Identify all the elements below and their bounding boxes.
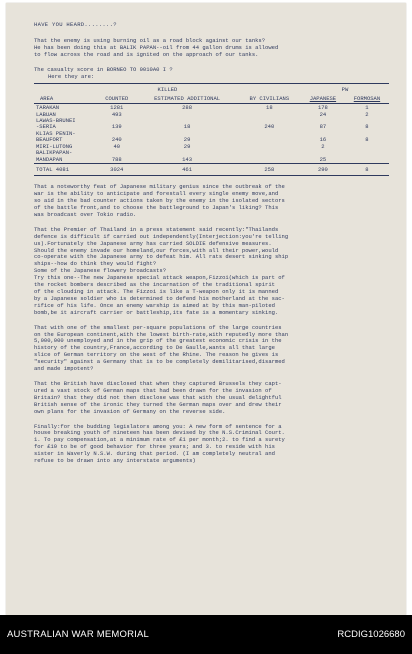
total-civilians: 258 bbox=[264, 165, 275, 173]
paragraph-legislators: Finally:for the budding legislators among you: A new form of sentence for a house breaking youth of nineteen has been devised by the N.S.Criminal Court. 1. To pay compensation,at a minimum rate of £1 per month;2. to find a surety for £10 to be of good behavior for three years; and 3. to reside with his sister in Waverly N.S.W. during that period. (I am completely neutral and refuse to be drawn into any interstate arguments) bbox=[34, 422, 285, 465]
cell-area: BEAUFORT bbox=[36, 136, 63, 144]
cell-counted: 1281 bbox=[110, 104, 124, 112]
cell-area: MANDAPAN bbox=[36, 155, 63, 163]
cell-japanese: 2 bbox=[321, 142, 325, 150]
cell-counted: 139 bbox=[111, 123, 122, 131]
here-line: Here they are: bbox=[48, 72, 95, 80]
paragraph-military-genius: That a noteworthy feat of Japanese military genius since the outbreak of the war is the ability to anticipate and forestall every single enemy move,and so aid in the bad counter actions taken by the enemy in the isolated sectors of the battle front,and to choose the battleground to Japan's liking? This was broadcast over Tokio radio. bbox=[34, 183, 285, 218]
cell-estimated: 18 bbox=[183, 123, 191, 131]
cell-counted: 493 bbox=[111, 110, 122, 118]
cell-area: KLIAS PENIN- bbox=[36, 129, 76, 137]
cell-area: BALIKPAPAN- bbox=[36, 149, 73, 157]
cell-formosan: 1 bbox=[365, 104, 369, 112]
total-formosan: 8 bbox=[365, 165, 369, 173]
cell-area: TARAKAN bbox=[36, 104, 60, 112]
total-estimated: 461 bbox=[182, 165, 193, 173]
col-japanese: JAPANESE bbox=[309, 94, 337, 102]
page-heading: HAVE YOU HEARD........? bbox=[34, 21, 117, 28]
cell-estimated: 143 bbox=[182, 155, 193, 163]
col-killed: KILLED bbox=[157, 86, 178, 94]
cell-counted: 240 bbox=[111, 136, 122, 144]
total-row bbox=[34, 165, 389, 176]
col-pw: PW bbox=[341, 86, 349, 94]
cell-japanese: 24 bbox=[319, 110, 327, 118]
col-estimated: ESTIMATED ADDITIONAL bbox=[154, 94, 221, 102]
cell-area: MIRI-LUTONG bbox=[36, 142, 73, 150]
cell-formosan: 2 bbox=[365, 110, 369, 118]
score-line: The casualty score in BORNEO TO 0010A0 I ? bbox=[34, 65, 173, 73]
cell-japanese: 25 bbox=[319, 155, 327, 163]
archive-id: RCDIG1026680 bbox=[337, 629, 405, 640]
cell-japanese: 16 bbox=[319, 136, 327, 144]
archive-footer bbox=[0, 615, 412, 654]
total-label: TOTAL 4081 bbox=[36, 165, 70, 173]
document-body bbox=[34, 22, 389, 473]
cell-area: -SERIA bbox=[36, 123, 56, 131]
cell-civilians: 240 bbox=[264, 123, 275, 131]
total-counted: 3024 bbox=[110, 165, 124, 173]
intro-paragraph: That the enemy is using burning oil as a road block against our tanks? He has been doing this at BALIK PAPAN--oil from 44 gallon drums is allowed to flow across the road and is ignited on the approach of our tanks. bbox=[34, 36, 279, 58]
cell-japanese: 87 bbox=[319, 123, 327, 131]
cell-counted: 788 bbox=[111, 155, 122, 163]
casualty-table bbox=[34, 83, 389, 178]
cell-civilians: 18 bbox=[266, 104, 273, 112]
col-formosan: FORMOSAN bbox=[353, 94, 381, 102]
total-japanese: 290 bbox=[317, 165, 328, 173]
cell-formosan bbox=[345, 157, 389, 164]
col-counted: COUNTED bbox=[105, 94, 129, 102]
cell-area: LAWAS-BRUNEI bbox=[36, 117, 76, 125]
table-row bbox=[34, 157, 389, 164]
cell-japanese: 178 bbox=[317, 104, 328, 112]
cell-formosan: 8 bbox=[365, 136, 369, 144]
col-by-civilians: BY CIVILIANS bbox=[249, 94, 290, 102]
document-page bbox=[6, 3, 406, 615]
cell-area: LABUAN bbox=[36, 110, 56, 118]
col-area: AREA bbox=[40, 94, 54, 102]
paragraph-france: That with one of the smallest per-square populations of the large countries on the European continent,with the lowest birth-rate,with reputedly more than 5,000,000 unemployed and in the grip of the greatest economic crisis in the history of the country,France,according to De Gaulle,wants all that large slice of German territory on the west of the Rhine. The reason he gives is "security" against a Germany that is to be completely demilitarised,disarmed and made impotent? bbox=[34, 323, 289, 373]
cell-formosan: 8 bbox=[365, 123, 369, 131]
cell-estimated: 29 bbox=[183, 136, 191, 144]
paragraph-thailand: That the Premier of Thailand in a press statement said recently:"Thailands defence is difficult if carried out independently(Interjection:you're telling us).Fortunately the Japanese army has carried SOLDIE defensive measures. Should the enemy invade our homeland,our forces,with all their power,would co-operate with the Japanese army to defeat him. All rats desert sinking ship ships--how do think they would fight? Some of the Japanese flowery broadcasts? Try this one--The new Japanese special attack weapon,Fizzoi(which is part of the rocket bombers described as the incarnation of the traditional spirit of the clouding in attack. The Fizzoi is like a T-weapon only it is manned by a Japanese soldier who is determined to defend his motherland at the sac- rifice of his life. Once an enemy warship is aimed at by this man-piloted bomb,be it aircraft carrier or battleship,its fate is a momentary sinking. bbox=[34, 225, 289, 316]
cell-civilians bbox=[238, 157, 301, 164]
paragraph-brussels-maps: That the British have disclosed that when they captured Brussels they capt- ured a vast stock of German maps that had been drawn for the invasion of Britain? that they did not then disclose was that with the usual delightful British sense of the ironic they turned the German maps over and drew their own plans for the invasion of Germany on the reverse side. bbox=[34, 379, 282, 415]
cell-estimated: 29 bbox=[183, 142, 191, 150]
cell-estimated: 288 bbox=[182, 104, 193, 112]
cell-counted: 40 bbox=[113, 142, 121, 150]
archive-name: AUSTRALIAN WAR MEMORIAL bbox=[7, 629, 150, 640]
